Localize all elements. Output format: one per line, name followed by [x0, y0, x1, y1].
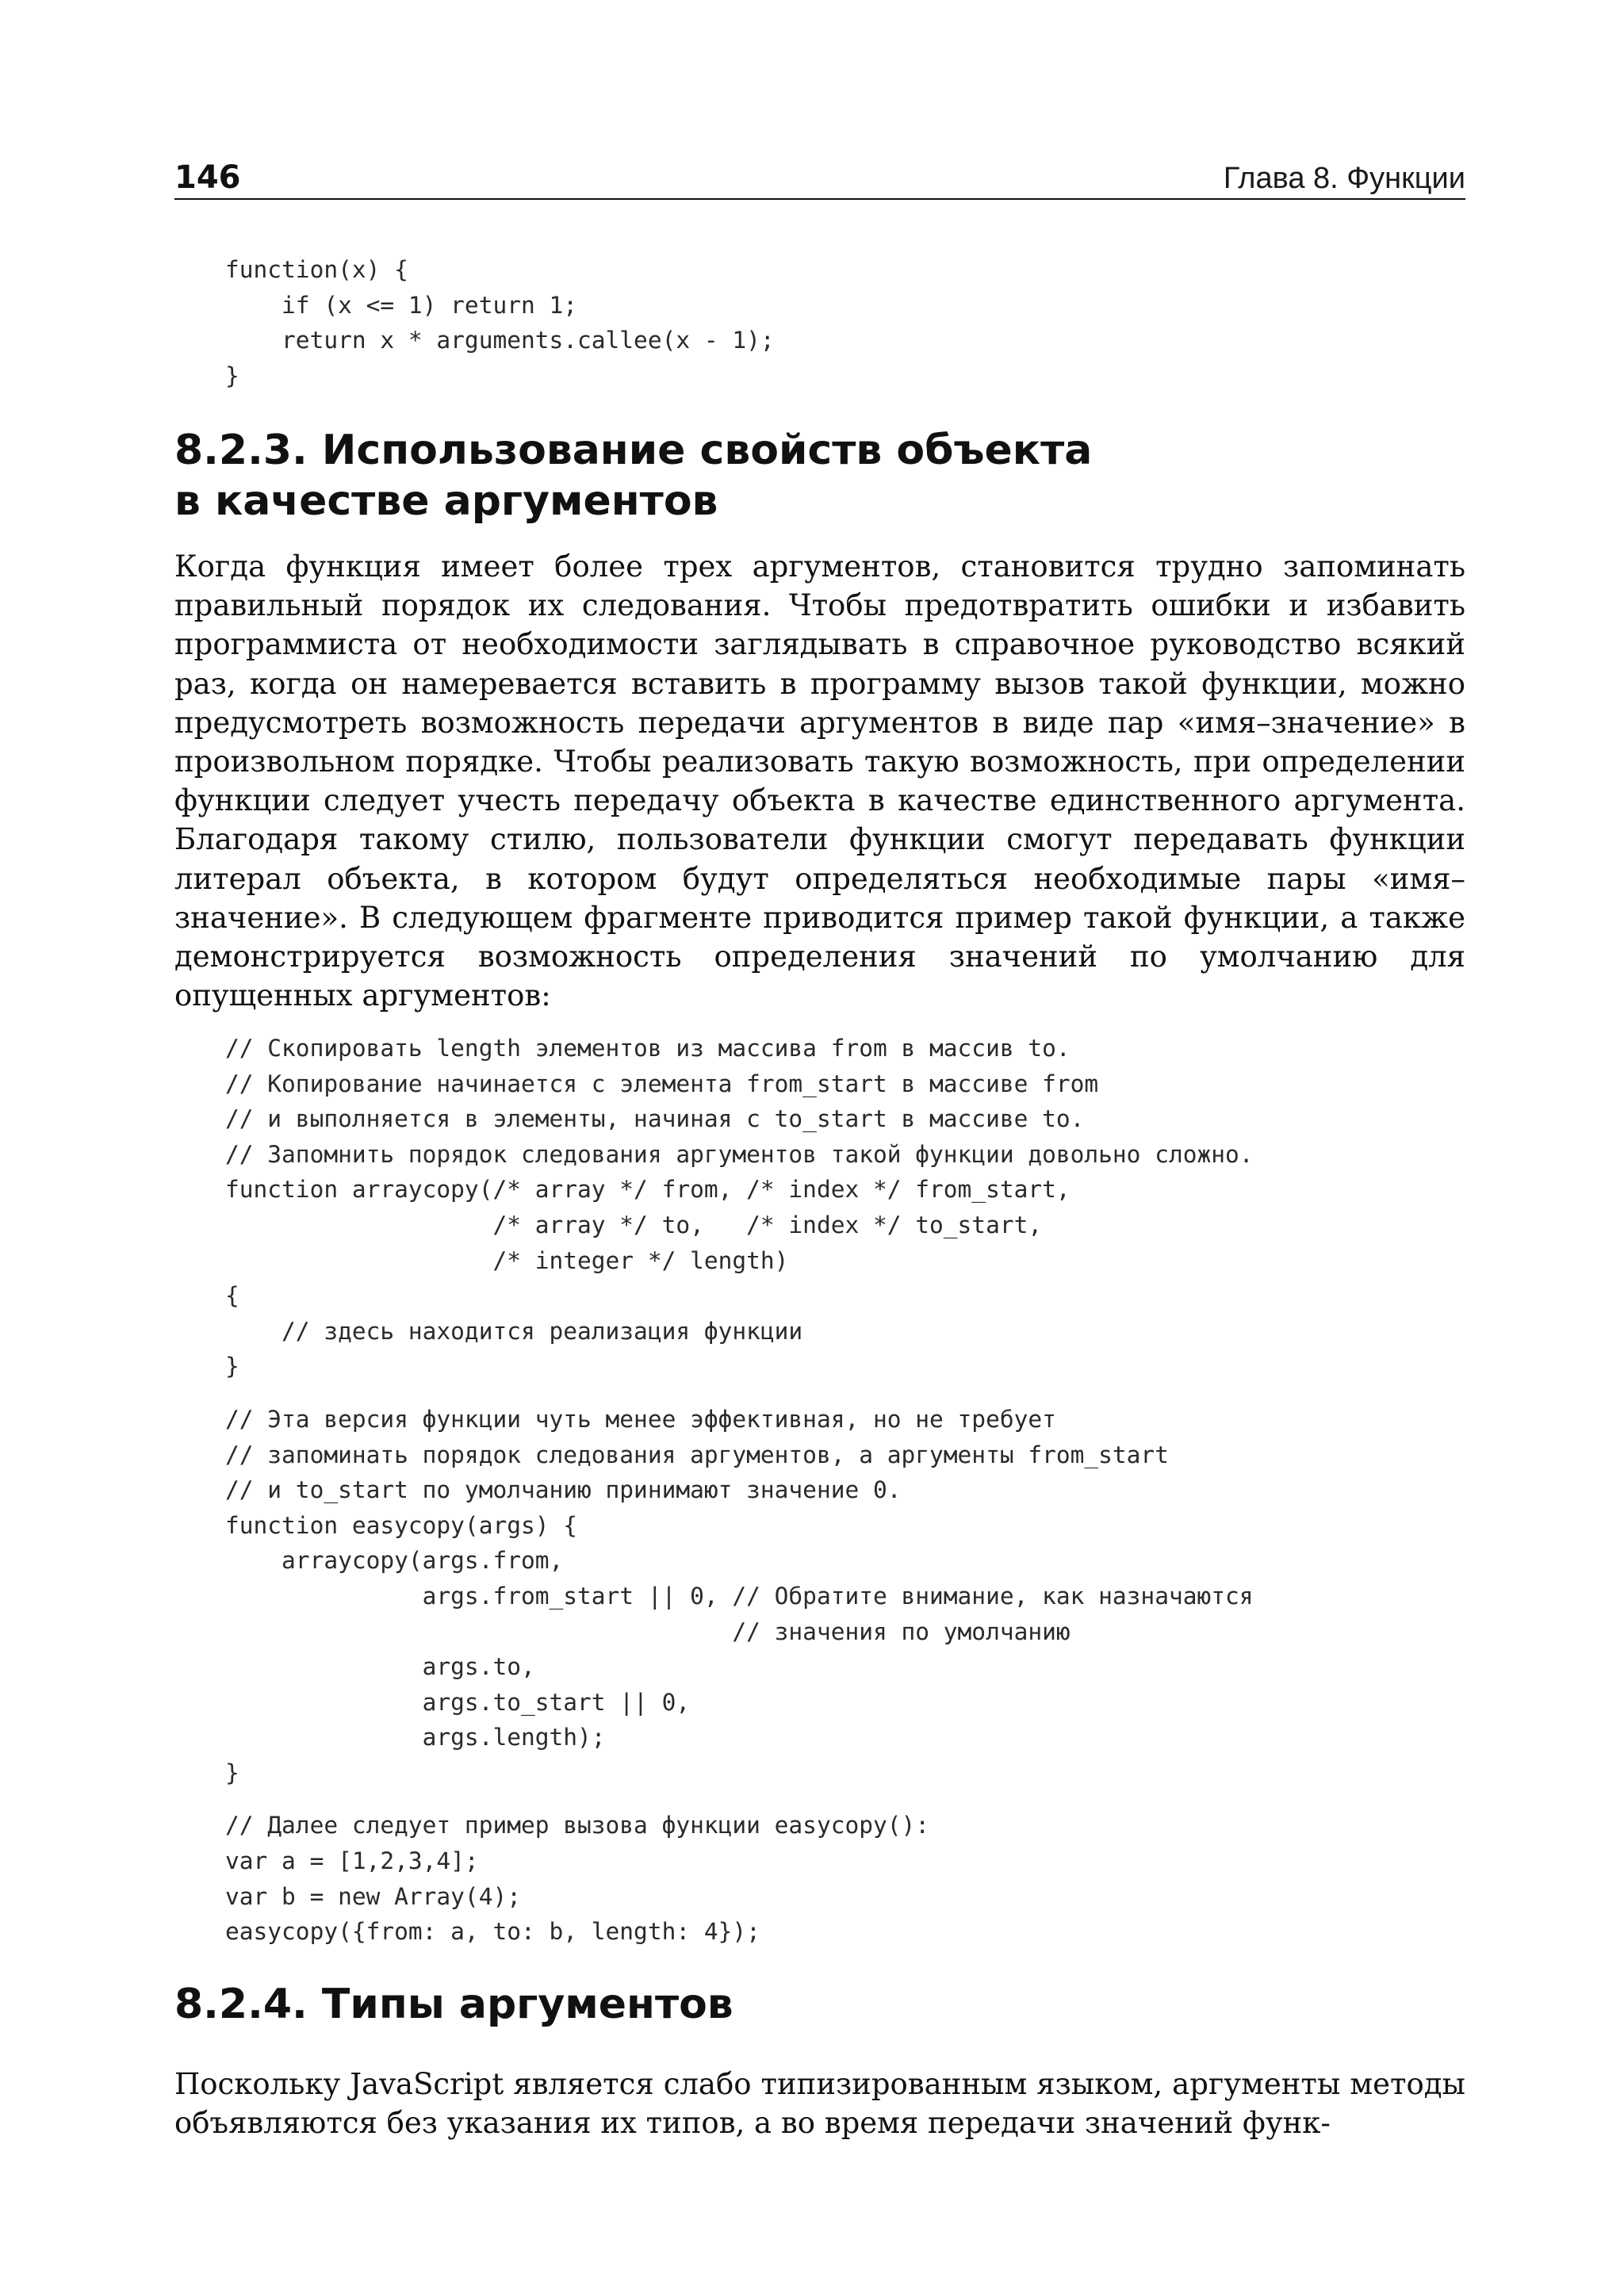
- section-heading-823: [174, 425, 1465, 526]
- running-head: [174, 146, 1465, 196]
- code-line: // Запомнить порядок следования аргументов такой функции довольно сложно.: [225, 1140, 1254, 1168]
- code-line: args.to_start || 0,: [225, 1688, 691, 1716]
- code-block-arraycopy: [225, 1031, 1254, 1950]
- code-line: args.to,: [225, 1653, 535, 1681]
- code-line: {: [225, 1282, 239, 1310]
- code-line: var a = [1,2,3,4];: [225, 1847, 479, 1875]
- code-line: var b = new Array(4);: [225, 1882, 521, 1910]
- chapter-title: Глава 8. Функции: [1223, 162, 1465, 195]
- code-line: // Эта версия функции чуть менее эффективная, но не требует: [225, 1405, 1056, 1433]
- code-line: easycopy({from: a, to: b, length: 4});: [225, 1918, 760, 1946]
- code-line: args.length);: [225, 1724, 606, 1751]
- code-line: function arraycopy(/* array */ from, /* index */ from_start,: [225, 1176, 1071, 1204]
- code-gap: [225, 1790, 1254, 1808]
- page-number: 146: [174, 159, 241, 196]
- section-heading-824: 8.2.4. Типы аргументов: [174, 1981, 733, 2028]
- code-line: if (x <= 1) return 1;: [225, 291, 578, 319]
- code-line: function easycopy(args) {: [225, 1511, 578, 1539]
- code-line: }: [225, 362, 239, 389]
- code-line: /* array */ to, /* index */ to_start,: [225, 1211, 1043, 1238]
- code-block-factorial: [225, 252, 775, 393]
- section-heading-line: 8.2.3. Использование свойств объекта: [174, 427, 1093, 474]
- code-line: // Копирование начинается с элемента from_start в массиве from: [225, 1070, 1099, 1097]
- code-line: // значения по умолчанию: [225, 1617, 1071, 1645]
- code-line: args.from_start || 0, // Обратите внимание, как назначаются: [225, 1582, 1254, 1610]
- code-line: }: [225, 1759, 239, 1786]
- code-gap: [225, 1384, 1254, 1402]
- code-line: // Скопировать length элементов из массива from в массив to.: [225, 1035, 1071, 1062]
- code-line: }: [225, 1353, 239, 1380]
- code-line: // запоминать порядок следования аргументов, а аргументы from_start: [225, 1441, 1169, 1468]
- header-rule: [174, 198, 1465, 200]
- code-line: function(x) {: [225, 256, 408, 283]
- code-line: // Далее следует пример вызова функции easycopy():: [225, 1812, 930, 1839]
- code-line: arraycopy(args.from,: [225, 1547, 564, 1575]
- code-line: /* integer */ length): [225, 1246, 789, 1274]
- code-line: // и to_start по умолчанию принимают значение 0.: [225, 1476, 902, 1504]
- paragraph-823: Когда функция имеет более трех аргументов, становится трудно запоминать правильный порядок их следования. Чтобы предотвратить ошибки и избавить программиста от необходимости заглядывать в справочное руководство всякий раз, когда он намеревается вставить в программу вызов такой функции, можно предусмотреть возможность передачи аргументов в виде пар «имя–значение» в произвольном порядке. Чтобы реализовать такую возможность, при определении функции следует учесть передачу объекта в качестве единственного аргумента. Благодаря такому стилю, пользователи функции смогут передавать функции литерал объекта, в котором будут определяться необходимые пары «имя–значение». В следующем фрагменте приводится пример такой функции, а также демонстрируется возможность определения значений по умолчанию для опущенных аргументов:: [174, 549, 1465, 1013]
- code-line: // здесь находится реализация функции: [225, 1317, 803, 1345]
- code-line: // и выполняется в элементы, начиная с to_start в массиве to.: [225, 1105, 1085, 1133]
- section-heading-line: в качестве аргументов: [174, 477, 718, 525]
- code-line: return x * arguments.callee(x - 1);: [225, 327, 775, 354]
- paragraph-824: Поскольку JavaScript является слабо типизированным языком, аргументы методы объявляются без указания их типов, а во время передачи значений функ-: [174, 2067, 1465, 2141]
